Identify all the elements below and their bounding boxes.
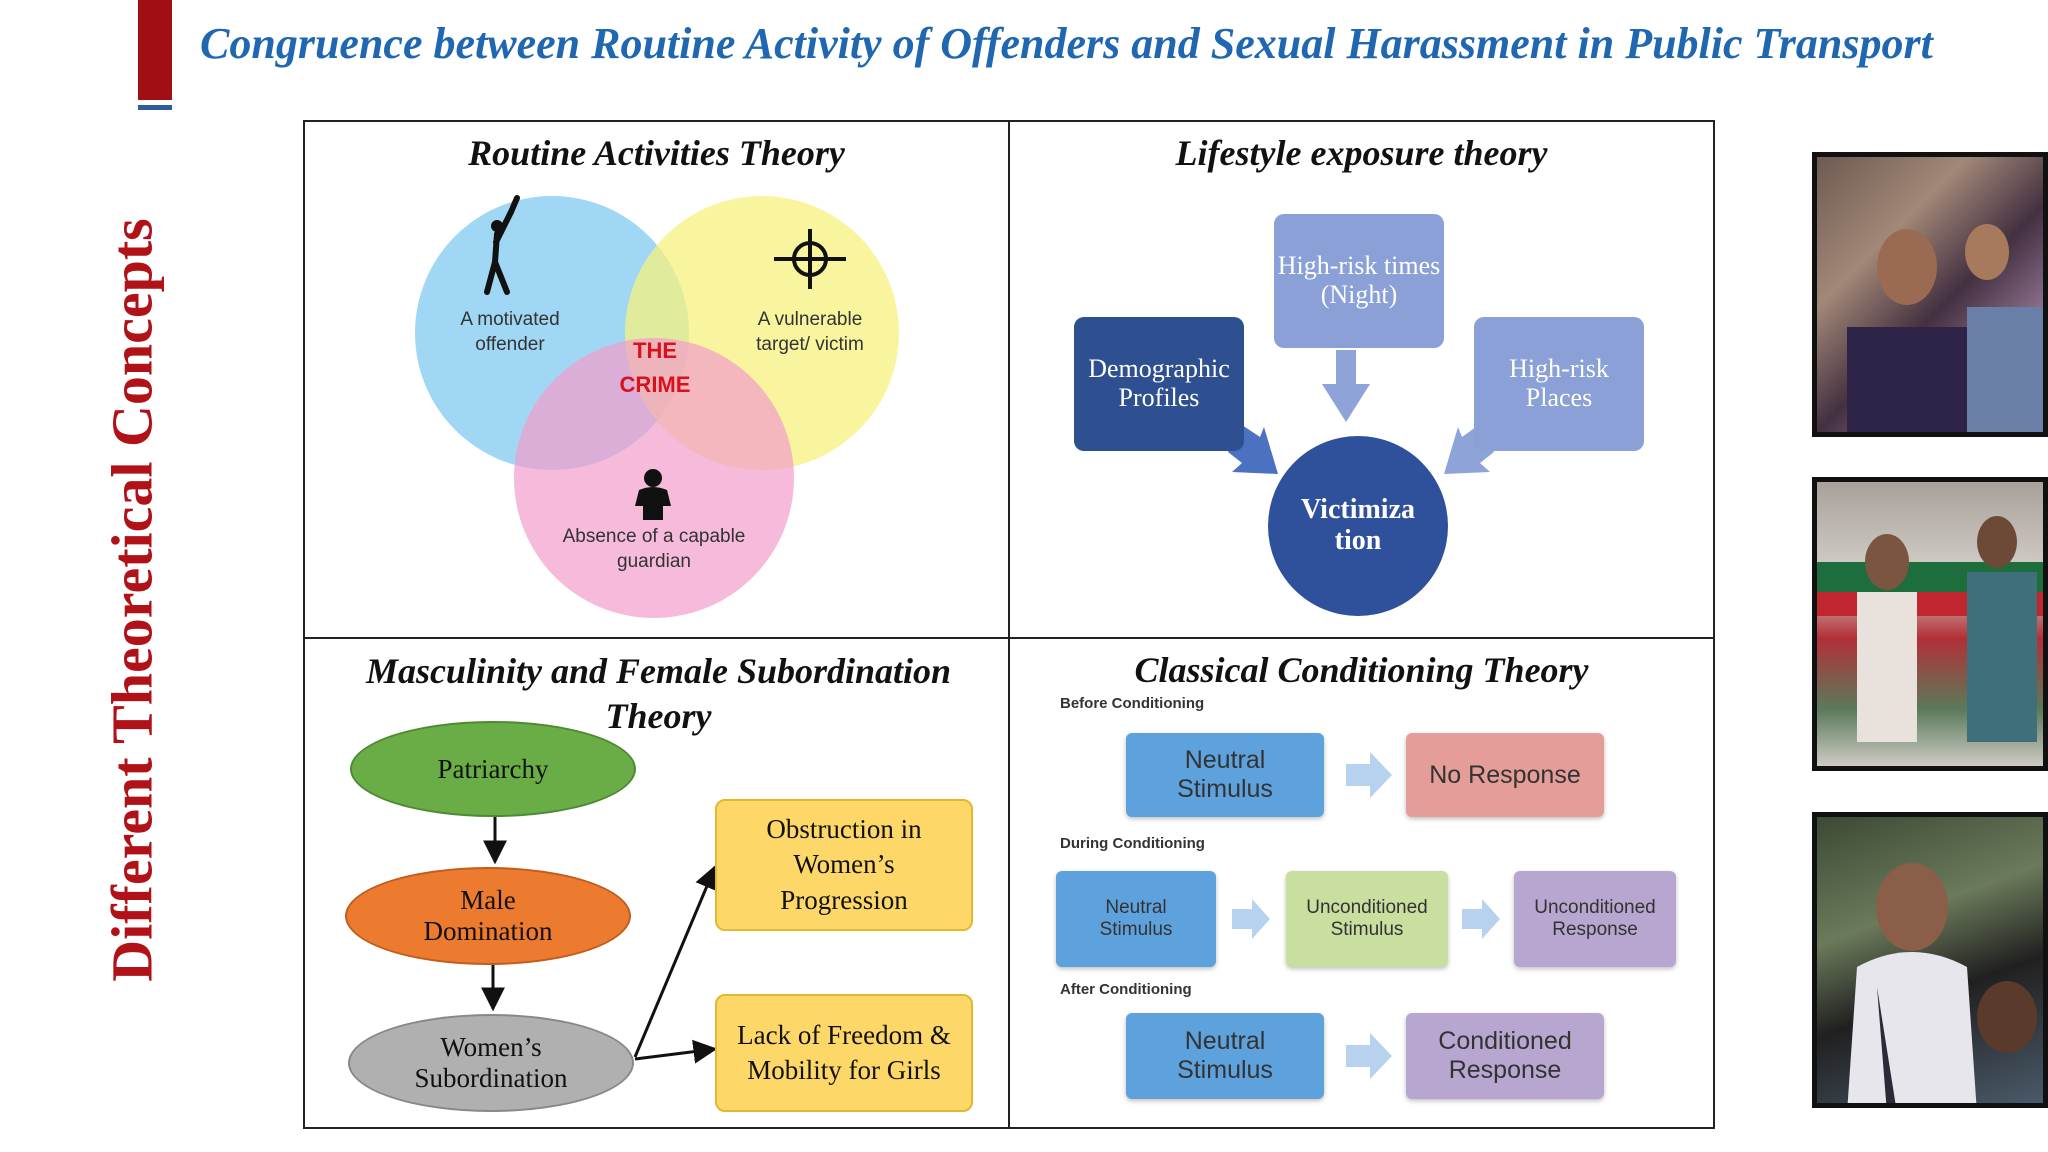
after-neutral-stimulus-box: Neutral Stimulus [1126, 1013, 1324, 1099]
patriarchy-node: Patriarchy [350, 721, 636, 817]
women-subordination-node: Women’s Subordination [348, 1014, 634, 1112]
times-down-arrow [1322, 350, 1370, 422]
demographic-profiles-box: Demographic Profiles [1074, 317, 1244, 451]
offender-label: A motivated offender [460, 309, 560, 355]
crime-line-1: THE [633, 338, 677, 363]
bus-passengers-photo-1 [1812, 152, 2048, 437]
bus-passengers-photo-3 [1812, 812, 2048, 1108]
victimization-line-1: Victimiza [1300, 494, 1416, 526]
target-label: A vulnerable target/ victim [756, 309, 864, 355]
unconditioned-stimulus-box: Unconditioned Stimulus [1286, 871, 1448, 967]
masculinity-title: Masculinity and Female Subordination Theory [365, 651, 952, 736]
lack-of-freedom-box: Lack of Freedom & Mobility for Girls [715, 994, 973, 1112]
before-neutral-stimulus-box: Neutral Stimulus [1126, 733, 1324, 817]
unconditioned-response-box: Unconditioned Response [1514, 871, 1676, 967]
title-accent-bar [138, 0, 172, 100]
routine-activities-title: Routine Activities Theory [468, 133, 845, 173]
victimization-circle [1268, 436, 1448, 616]
classical-conditioning-title: Classical Conditioning Theory [1134, 650, 1589, 690]
conditioned-response-box: Conditioned Response [1406, 1013, 1604, 1099]
side-title: Different Theoretical Concepts [99, 218, 165, 982]
routine-activities-panel [303, 120, 1010, 639]
male-domination-node: Male Domination [345, 867, 631, 965]
during-arrow-icon-1 [1232, 899, 1272, 939]
subordination-to-freedom-arrow [635, 1049, 715, 1059]
classical-conditioning-panel [1008, 637, 1715, 1129]
crime-line-2: CRIME [619, 372, 691, 397]
high-risk-places-box: High-risk Places [1474, 317, 1644, 451]
during-conditioning-label: During Conditioning [1060, 835, 1205, 852]
after-arrow-icon [1346, 1033, 1394, 1079]
guardian-label: Absence of a capable guardian [562, 526, 746, 572]
bus-passengers-photo-2 [1812, 477, 2048, 771]
lifestyle-exposure-panel [1008, 120, 1715, 639]
slide-title: Congruence between Routine Activity of Offenders and Sexual Harassment in Public Transport [200, 19, 1933, 68]
subordination-to-obstruction-arrow [635, 867, 715, 1057]
during-neutral-stimulus-box: Neutral Stimulus [1056, 871, 1216, 967]
during-arrow-icon-2 [1462, 899, 1502, 939]
before-conditioning-label: Before Conditioning [1060, 695, 1205, 712]
masculinity-panel [303, 637, 1010, 1129]
no-response-box: No Response [1406, 733, 1604, 817]
before-arrow-icon [1346, 752, 1394, 798]
high-risk-times-box: High-risk times (Night) [1274, 214, 1444, 348]
title-accent-line [138, 105, 172, 110]
lifestyle-exposure-title: Lifestyle exposure theory [1175, 133, 1548, 173]
after-conditioning-label: After Conditioning [1060, 981, 1192, 998]
victimization-line-2: tion [1334, 525, 1382, 556]
side-title-container [92, 200, 172, 1000]
obstruction-box: Obstruction in Women’s Progression [715, 799, 973, 931]
